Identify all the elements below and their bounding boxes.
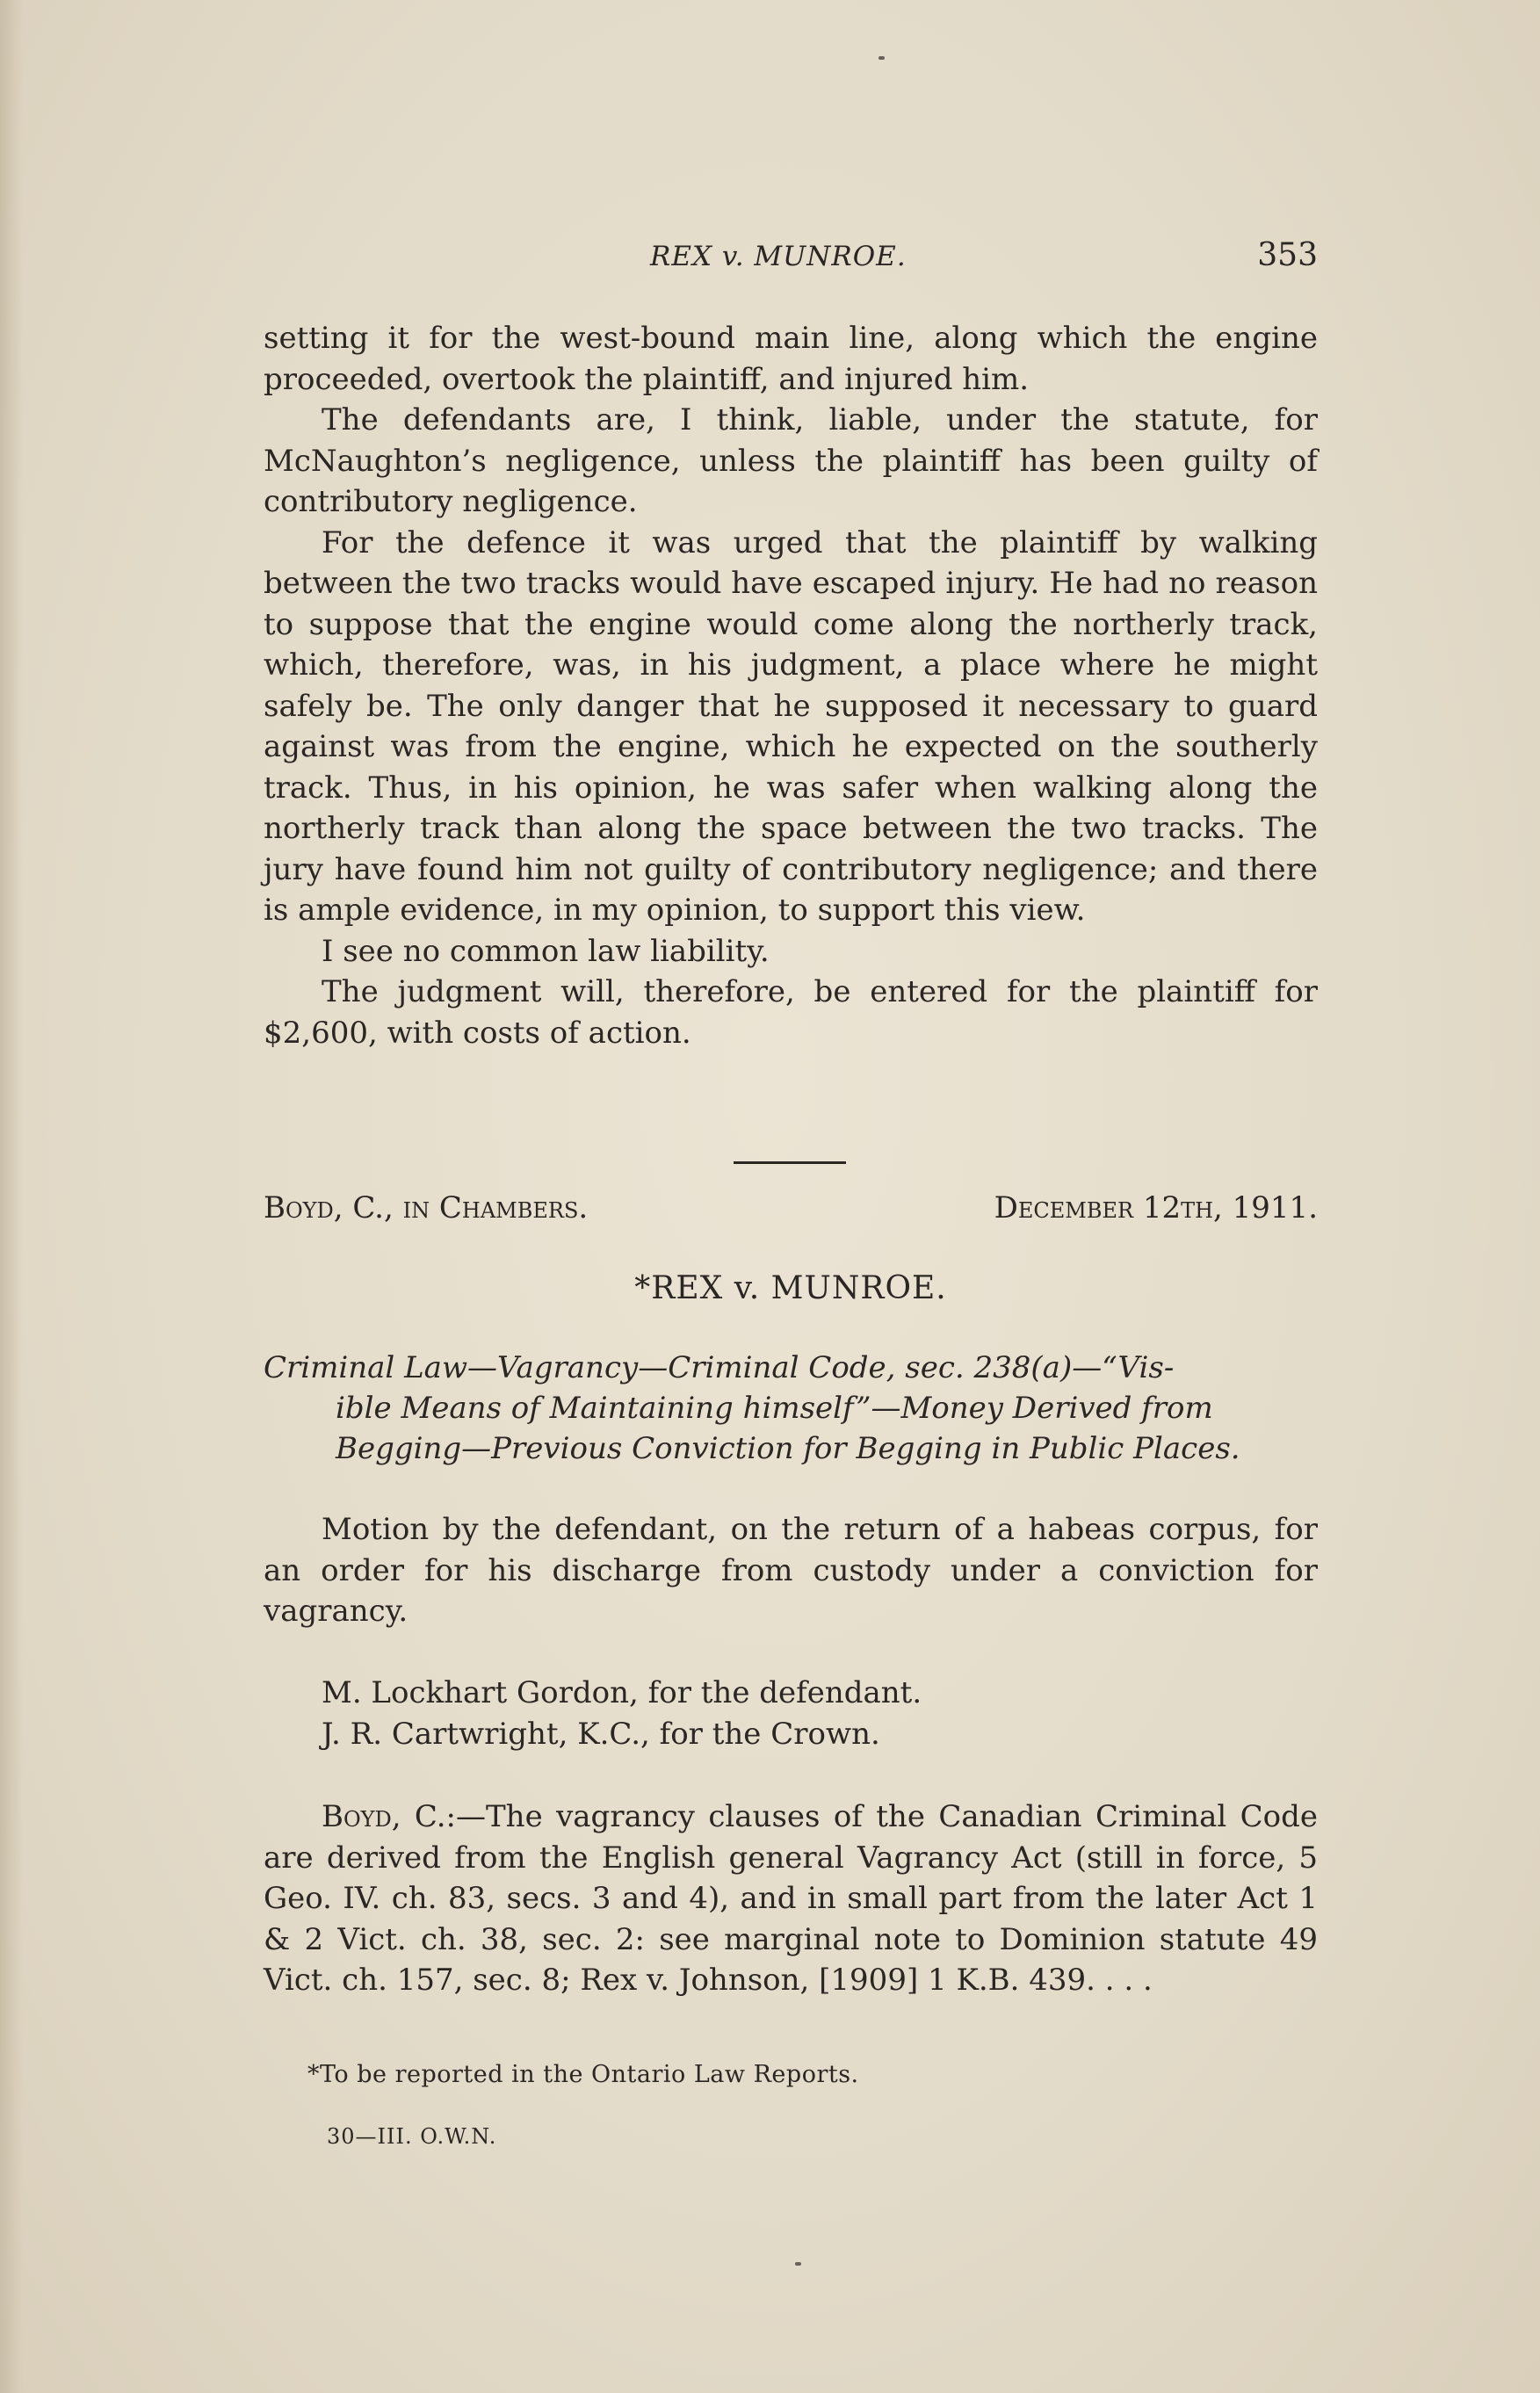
section-divider [734,1161,846,1164]
running-header [264,237,1318,281]
decision-date: December 12th, 1911. [994,1190,1318,1225]
judgment-block [264,1797,1318,2001]
paragraph: setting it for the west-bound main line, along which the engine proceeded, overtook the plaintiff, and injured him. [264,321,1318,397]
paragraph: I see no common law liability. [322,933,770,969]
paragraph: The defendants are, I think, liable, under the statute, for McNaughton’s negligence, unless the plaintiff has been guilty of contributory negligence. [264,402,1318,519]
paragraph: For the defence it was urged that the plaintiff by walking between the two tracks would have escaped injury. He had no reason to suppose that the engine would come along the northerly track, which, therefore, was, in his judgment, a place where he might safely be. The only danger that he supposed it necessary to guard against was from the engine, which he expected on the southerly track. Thus, in his opinion, he was safer when walking along the northerly track than along the space between the two tracks. The jury have found him not guilty of contributory negligence; and there is ample evidence, in my opinion, to support this view. [264,524,1318,928]
continued-opinion [264,318,1318,1053]
paragraph: The judgment will, therefore, be entered for the plaintiff for $2,600, with costs of action. [264,974,1318,1051]
case-title: *REX v. MUNROE. [634,1270,947,1306]
motion-paragraph: Motion by the defendant, on the return of a habeas corpus, for an order for his discharge from custody under a conviction for vagrancy. [264,1512,1318,1629]
printer-signature: 30—III. O.W.N. [327,2124,497,2149]
page-number: 353 [1257,237,1318,273]
motion-paragraph-block [264,1509,1318,1632]
judgment-paragraph [264,1797,1318,2001]
running-title: REX v. MUNROE. [650,241,907,272]
headnote [264,1348,1318,1469]
counsel-line: J. R. Cartwright, K.C., for the Crown. [322,1717,880,1752]
headnote-line: Criminal Law—Vagrancy—Criminal Code, sec. 238(a)—“Vis- [264,1350,1175,1385]
judge-name: Boyd, C.: [322,1799,456,1834]
binding-shadow [0,0,23,2393]
headnote-line: Begging—Previous Conviction for Begging in Public Places. [336,1431,1240,1466]
footnote: *To be reported in the Ontario Law Reports. [307,2061,859,2088]
counsel-line: M. Lockhart Gordon, for the defendant. [322,1675,922,1710]
page-speck [795,2262,801,2266]
judgment-text: —The vagrancy clauses of the Canadian Criminal Code are derived from the English general Vagrancy Act (still in force, 5 Geo. IV. ch. 83, secs. 3 and 4), and in small part from the later Act 1 & 2 Vict. ch. 38, sec. 2: see marginal note to Dominion statute 49 Vict. ch. 157, sec. 8; Rex v. Johnson, [1909] 1 K.B. 439. . . . [264,1799,1318,1998]
court-name: Boyd, C., in Chambers. [264,1190,589,1225]
court-line [264,1190,1318,1231]
page-speck [878,56,885,60]
headnote-line: ible Means of Maintaining himself”—Money Derived from [336,1391,1213,1426]
